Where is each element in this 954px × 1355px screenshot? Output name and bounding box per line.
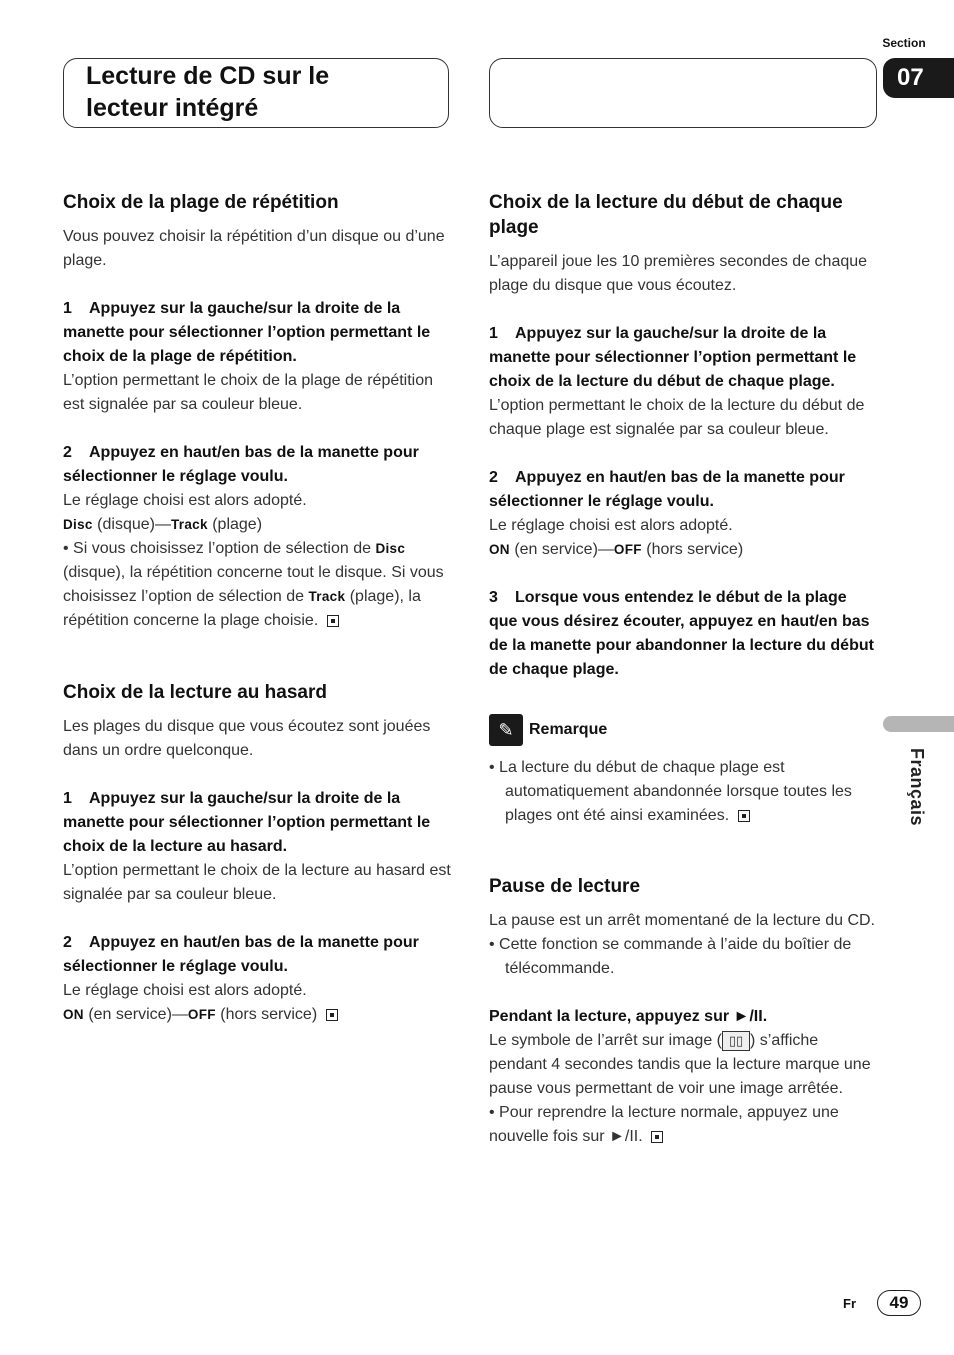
option-off-desc: (hors service) <box>646 541 744 558</box>
heading-scan: Choix de la lecture du début de chaque plage <box>489 192 843 238</box>
step-text: Appuyez sur la gauche/sur la droite de la manette pour sélectionner l’option permettant le choix de la lecture du début de chaque plage. <box>489 325 857 390</box>
pause-body-part-1: Le symbole de l’arrêt sur image ( <box>489 1032 722 1049</box>
repeat-step-2 <box>63 441 451 489</box>
repeat-bullet-part-1: • Si vous choisissez l’option de sélection de <box>63 540 371 557</box>
repeat-intro: Vous pouvez choisir la répétition d’un disque ou d’une plage. <box>63 228 445 269</box>
scan-options <box>489 538 877 562</box>
left-column <box>63 190 451 1027</box>
bullet-track: Track <box>308 589 346 604</box>
note-header <box>489 714 877 746</box>
step-number: 2 <box>489 469 498 486</box>
section-label: Section <box>882 36 926 50</box>
option-on-desc: (en service)— <box>514 541 614 558</box>
language-tab <box>883 716 954 732</box>
pause-body-part-2: ) s’affiche pendant 4 secondes tandis que la lecture marque une pause vous permettant de voir une image arrêtée. <box>489 1032 871 1097</box>
step-text: Appuyez sur la gauche/sur la droite de la manette pour sélectionner l’option permettant le choix de la lecture au hasard. <box>63 790 431 855</box>
option-track: Track <box>170 517 208 532</box>
footer-language: Fr <box>843 1296 856 1311</box>
note-pencil-icon: ✎ <box>489 714 523 746</box>
step-number: 1 <box>63 790 72 807</box>
random-step-2-body: Le réglage choisi est alors adopté. <box>63 982 307 999</box>
pause-bullet: • Cette fonction se commande à l’aide du boîtier de télécommande. <box>489 936 852 977</box>
language-label: Français <box>907 748 927 827</box>
end-mark-icon <box>738 810 750 822</box>
right-column <box>489 190 877 1149</box>
step-number: 2 <box>63 934 72 951</box>
scan-intro: L’appareil joue les 10 premières secondes de chaque plage du disque que vous écoutez. <box>489 253 868 294</box>
step-text: Appuyez en haut/en bas de la manette pour sélectionner le réglage voulu. <box>489 469 845 510</box>
step-text: Appuyez en haut/en bas de la manette pour sélectionner le réglage voulu. <box>63 934 419 975</box>
scan-step-2 <box>489 466 877 514</box>
random-intro: Les plages du disque que vous écoutez sont jouées dans un ordre quelconque. <box>63 718 431 759</box>
note-bullet-text: • La lecture du début de chaque plage est automatiquement abandonnée lorsque toutes les plages ont été ainsi examinées. <box>489 759 852 824</box>
pause-body <box>489 1029 877 1101</box>
pause-intro: La pause est un arrêt momentané de la lecture du CD. <box>489 912 875 929</box>
option-disc: Disc <box>63 517 93 532</box>
repeat-step-1-body: L’option permettant le choix de la plage de répétition est signalée par sa couleur bleue. <box>63 372 434 413</box>
pause-instruction: Pendant la lecture, appuyez sur ►/II. <box>489 1008 768 1025</box>
step-text: Appuyez en haut/en bas de la manette pour sélectionner le réglage voulu. <box>63 444 419 485</box>
random-step-2 <box>63 931 451 979</box>
pause-bullet-2-text: • Pour reprendre la lecture normale, appuyez une nouvelle fois sur ►/II. <box>489 1104 839 1145</box>
end-mark-icon <box>651 1131 663 1143</box>
option-on-desc: (en service)— <box>88 1006 188 1023</box>
header-blank-box <box>489 58 877 128</box>
scan-step-2-body: Le réglage choisi est alors adopté. <box>489 517 733 534</box>
step-number: 1 <box>489 325 498 342</box>
random-step-1 <box>63 787 451 859</box>
page-title <box>86 60 426 124</box>
title-line-2: lecteur intégré <box>86 94 259 122</box>
step-number: 3 <box>489 589 498 606</box>
pause-bullet-2 <box>489 1101 877 1149</box>
end-mark-icon <box>327 615 339 627</box>
random-options <box>63 1003 451 1027</box>
repeat-bullet <box>63 537 451 633</box>
option-on: ON <box>489 542 510 557</box>
page-number: 49 <box>877 1290 921 1316</box>
option-on: ON <box>63 1007 84 1022</box>
scan-step-1 <box>489 322 877 394</box>
scan-step-1-body: L’option permettant le choix de la lecture du début de chaque plage est signalée par sa couleur bleue. <box>489 397 865 438</box>
option-track-desc: (plage) <box>212 516 263 533</box>
note-label: Remarque <box>529 721 608 738</box>
step-text: Appuyez sur la gauche/sur la droite de la manette pour sélectionner l’option permettant le choix de la plage de répétition. <box>63 300 431 365</box>
step-number: 2 <box>63 444 72 461</box>
step-text: Lorsque vous entendez le début de la plage que vous désirez écouter, appuyez en haut/en bas de la manette pour abandonner la lecture du début de chaque plage. <box>489 589 874 678</box>
repeat-step-2-body: Le réglage choisi est alors adopté. <box>63 492 307 509</box>
step-number: 1 <box>63 300 72 317</box>
heading-random: Choix de la lecture au hasard <box>63 682 327 703</box>
repeat-step-1 <box>63 297 451 369</box>
option-disc-desc: (disque)— <box>97 516 171 533</box>
random-step-1-body: L’option permettant le choix de la lecture au hasard est signalée par sa couleur bleue. <box>63 862 451 903</box>
option-off-desc: (hors service) <box>220 1006 318 1023</box>
option-off: OFF <box>613 542 642 557</box>
scan-step-3 <box>489 586 877 682</box>
option-off: OFF <box>187 1007 216 1022</box>
section-number: 07 <box>883 58 954 98</box>
heading-pause: Pause de lecture <box>489 876 641 897</box>
bullet-disc: Disc <box>375 541 406 556</box>
heading-repeat: Choix de la plage de répétition <box>63 192 339 213</box>
end-mark-icon <box>326 1009 338 1021</box>
title-line-1: Lecture de CD sur le <box>86 62 330 90</box>
repeat-options <box>63 513 451 537</box>
note-bullet <box>489 756 877 828</box>
repeat-bullet-part-3: (plage), la répétition concerne la plage choisie. <box>63 588 421 629</box>
pause-image-icon: ▯▯ <box>722 1031 750 1051</box>
repeat-bullet-part-2: (disque), la répétition concerne tout le disque. Si vous choisissez l’option de sélection de <box>63 564 444 605</box>
